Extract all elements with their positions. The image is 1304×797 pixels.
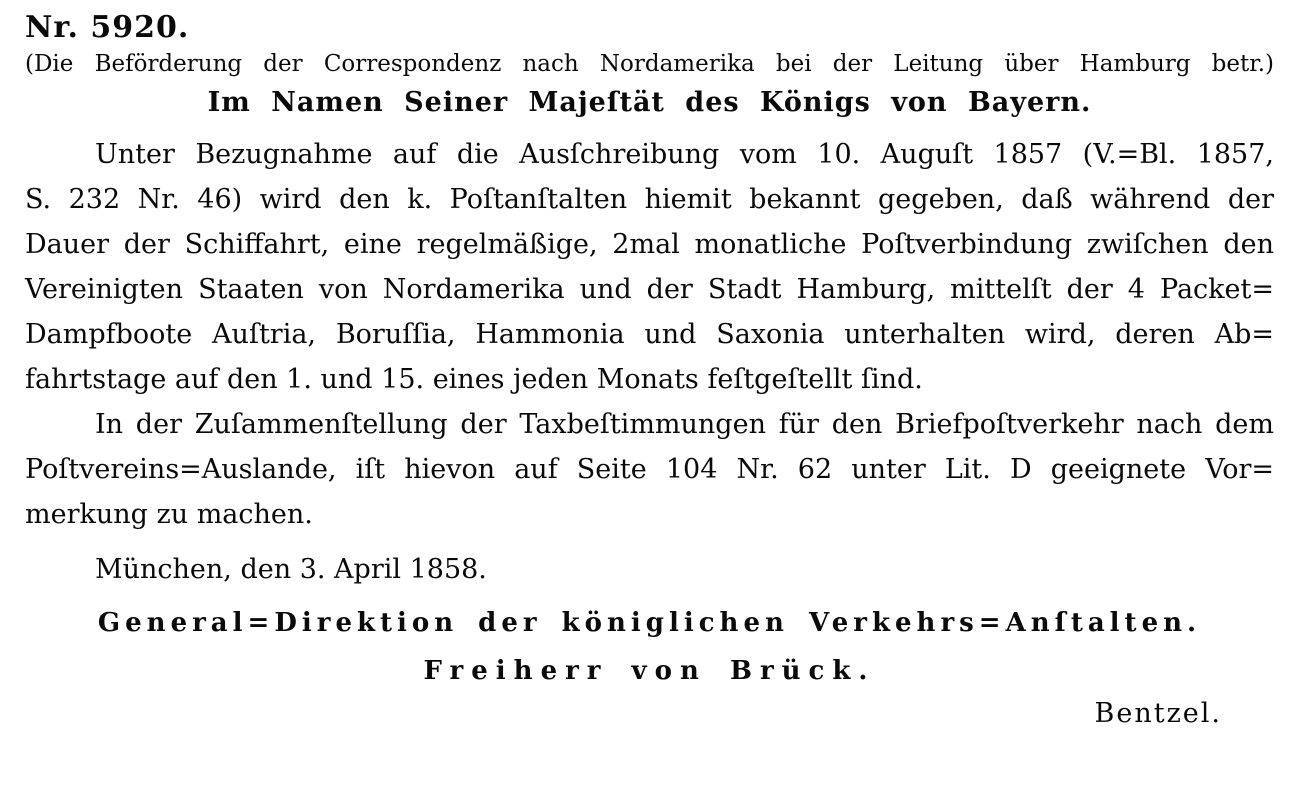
document-number: Nr. 5920. (25, 10, 190, 45)
paragraph-1-line-5: Dampfboote Auſtria, Boruſſia, Hammonia und Saxonia unterhalten wird, deren Ab= (25, 319, 1274, 350)
signature-organization: General=Direktion der königlichen Verkehrs=Anſtalten. (97, 608, 1202, 638)
paragraph-2-line-1: In der Zuſammenſtellung der Taxbeſtimmungen für den Briefpoſtverkehr nach dem (95, 409, 1274, 440)
paragraph-2-line-3: merkung zu machen. (25, 499, 313, 530)
invocation-line: Im Namen Seiner Majeſtät des Königs von Bayern. (207, 87, 1092, 118)
dateline: München, den 3. April 1858. (95, 554, 487, 585)
paragraph-1-line-1: Unter Bezugnahme auf die Ausſchreibung vom 10. Auguſt 1857 (V.=Bl. 1857, (95, 139, 1274, 170)
paragraph-2 (25, 402, 1274, 537)
paragraph-1 (25, 132, 1274, 402)
paragraph-2-line-2: Poſtvereins=Auslande, iſt hievon auf Seite 104 Nr. 62 unter Lit. D geeignete Vor= (25, 454, 1274, 485)
subject-line: (Die Beförderung der Correspondenz nach Nordamerika bei der Leitung über Hamburg betr.) (25, 51, 1274, 77)
countersignature: Bentzel. (1094, 698, 1222, 729)
paragraph-1-line-3: Dauer der Schiffahrt, eine regelmäßige, 2mal monatliche Poſtverbindung zwiſchen den (25, 229, 1274, 260)
paragraph-1-line-2: S. 232 Nr. 46) wird den k. Poſtanſtalten hiemit bekannt gegeben, daß während der (25, 184, 1274, 215)
paragraph-1-line-6: fahrtstage auf den 1. und 15. eines jeden Monats feſtgeſtellt ſind. (25, 364, 923, 395)
paragraph-1-line-4: Vereinigten Staaten von Nordamerika und der Stadt Hamburg, mittelſt der 4 Packet= (25, 274, 1274, 305)
signature-name: Freiherr von Brück. (423, 656, 876, 686)
